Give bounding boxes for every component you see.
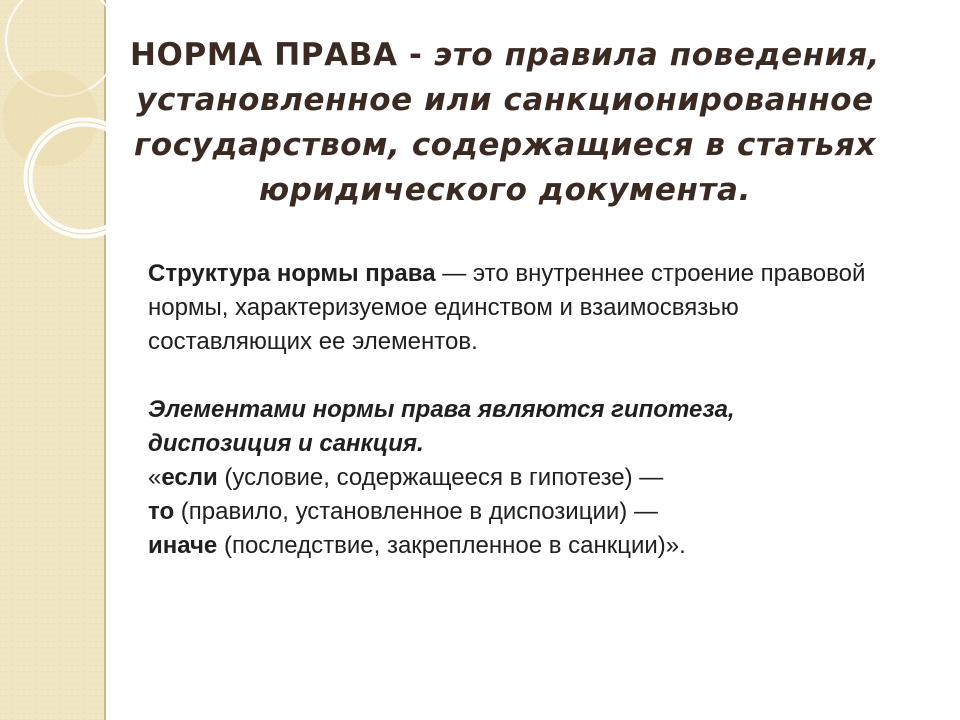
title-dash: - <box>397 37 434 73</box>
formula-else-text: (последствие, закрепленное в санкции)». <box>217 532 686 559</box>
formula-if-text: (условие, содержащееся в гипотезе) — <box>217 464 664 491</box>
structure-term: Структура нормы права <box>148 260 436 287</box>
formula-then-text: (правило, установленное в диспозиции) — <box>174 498 658 525</box>
slide-title <box>130 33 880 213</box>
formula-then-line <box>148 495 868 529</box>
structure-definition: — это внутреннее строение правовой нормы, характеризуемое единством и взаимосвязью составляющих ее элементов. <box>148 260 866 355</box>
formula-else-word: иначе <box>148 532 218 559</box>
formula-else-line <box>148 529 868 563</box>
formula-if-word: если <box>161 464 218 491</box>
elements-statement: Элементами нормы права являются гипотеза, диспозиция и санкция. <box>148 396 735 457</box>
slide-body <box>148 257 868 563</box>
formula-then-word: то <box>148 498 175 525</box>
formula-if-line <box>148 461 868 495</box>
structure-paragraph <box>148 257 868 359</box>
open-quote: « <box>148 464 162 491</box>
title-definition: это правила поведения, установленное или санкционированное государством, содержащиеся в статьях юридического документа. <box>134 37 880 208</box>
decorative-circles <box>0 0 106 330</box>
title-term: НОРМА ПРАВА <box>130 37 398 73</box>
